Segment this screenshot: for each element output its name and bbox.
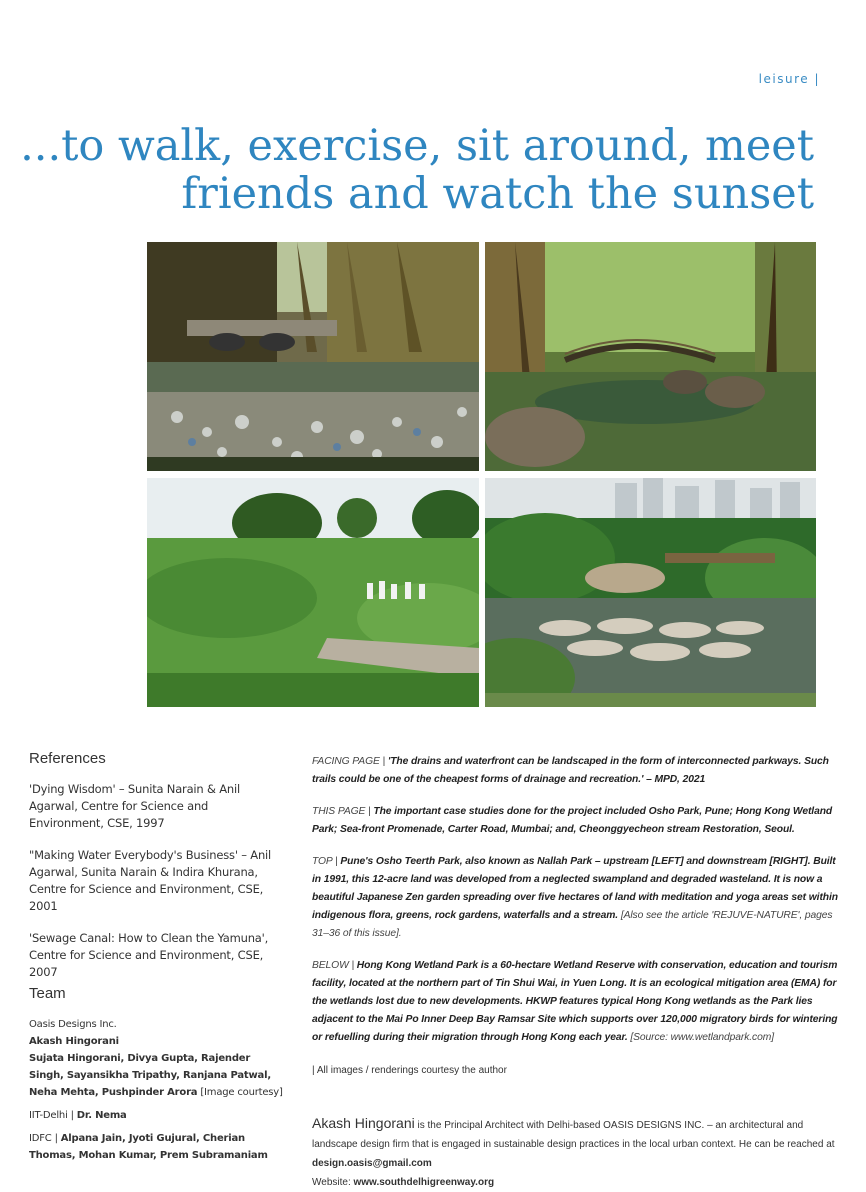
photo-wetland-visitors xyxy=(147,478,479,707)
caption-this-page: THIS PAGE | The important case studies done for the project included Osho Park, Pune; Hong Kong Wetland Park; Sea-front Promenade, Carter Road, Mumbai; and, Cheonggyecheon stream Restoration, Seoul. xyxy=(312,806,833,835)
team-members-note: [Image courtesy] xyxy=(200,1087,283,1098)
photo-zen-garden xyxy=(485,242,816,471)
team-idfc: IDFC | Alpana Jain, Jyoti Gujural, Cherian Thomas, Mohan Kumar, Prem Subramaniam xyxy=(29,1133,268,1161)
team-members: Sujata Hingorani, Divya Gupta, Rajender Singh, Sayansikha Tripathy, Ranjana Patwal, Neha Mehta, Pushpinder Arora [Image courtesy] xyxy=(29,1053,283,1098)
team-iit: IIT-Delhi | Dr. Nema xyxy=(29,1110,127,1121)
author-name: Akash Hingorani xyxy=(312,1115,415,1131)
headline xyxy=(14,122,814,218)
reference-item: 'Sewage Canal: How to Clean the Yamuna', Centre for Science and Environment, CSE, 2007 xyxy=(29,931,269,979)
team-firm: Oasis Designs Inc. xyxy=(29,1019,117,1030)
team-section xyxy=(29,985,287,1164)
caption-facing-page: FACING PAGE | 'The drains and waterfront can be landscaped in the form of interconnected parkways. Such trails could be one of the cheapest forms of drainage and recreation.' – MPD, 2021 xyxy=(312,756,829,785)
author-website[interactable]: www.southdelhigreenway.org xyxy=(353,1177,495,1188)
team-lead: Akash Hingorani xyxy=(29,1036,119,1047)
author-email[interactable]: design.oasis@gmail.com xyxy=(312,1158,432,1169)
caption-top: TOP | Pune's Osho Teerth Park, also known as Nallah Park – upstream [LEFT] and downstream [RIGHT]. Built in 1991, this 12-acre land was developed from a neglected swampland and degraded wasteland. It is now a beautiful Japanese Zen garden spreading over five hectares of land with meditation and yoga areas set within indigenous flora, greens, rock gardens, waterfalls and a stream. [Also see the article 'REJUVE-NATURE', pages 31–36 of this issue]. xyxy=(312,856,838,939)
reference-item: "Making Water Everybody's Business' – Anil Agarwal, Sunita Narain & Indira Khurana, Centre for Science and Environment, CSE, 2001 xyxy=(29,848,272,913)
photo-polluted-stream xyxy=(147,242,479,471)
photo-wetland-stones xyxy=(485,478,816,707)
reference-item: 'Dying Wisdom' – Sunita Narain & Anil Agarwal, Centre for Science and Environment, CSE, 1997 xyxy=(29,782,240,830)
team-heading: Team xyxy=(29,985,66,1002)
caption-below: BELOW | Hong Kong Wetland Park is a 60-hectare Wetland Reserve with conservation, education and tourism facility, located at the northern part of Tin Shui Wai, in Yuen Long. It is an ecological mitigation area (EMA) for the wetlands lost due to new developments. HKWP features typical Hong Kong wetlands as the Park lies adjacent to the Mai Po Inner Deep Bay Ramsar Site which supports over 120,000 migratory birds for wintering or refuelling during their migration through Hong Kong each year. [Source: www.wetlandpark.com] xyxy=(312,960,838,1043)
headline-line-1: ...to walk, exercise, sit around, meet xyxy=(20,121,814,171)
author-bio: Akash Hingorani is the Principal Architect with Delhi-based OASIS DESIGNS INC. – an architectural and landscape design firm that is engaged in sustainable design practices in the local urban context. He can be reached at design.oasis@gmail.com Website: www.southdelhigreenway.org xyxy=(312,1115,835,1188)
references-heading: References xyxy=(29,750,106,767)
captions-column xyxy=(312,753,840,1061)
section-tag: leisure | xyxy=(758,72,820,86)
image-credit: | All images / renderings courtesy the author xyxy=(312,1065,507,1076)
headline-line-2: friends and watch the sunset xyxy=(181,169,814,219)
references-section xyxy=(29,750,284,996)
